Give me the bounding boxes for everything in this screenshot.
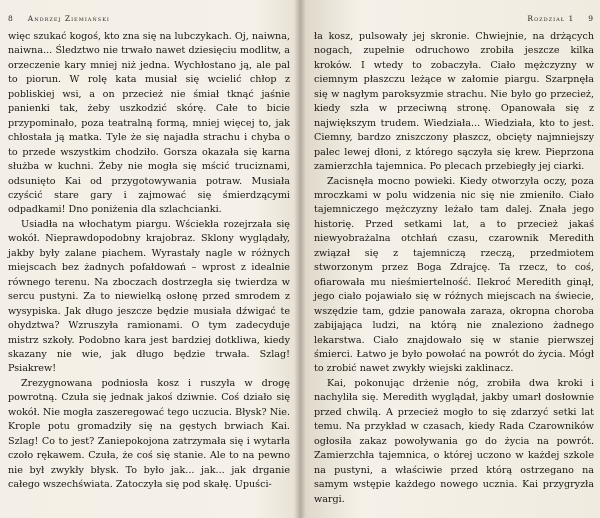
- paragraph: więc szukać kogoś, kto zna się na lubczykach. Oj, naiwna, naiwna... Śledztwo nie trwało nawet dziesięciu modlitw, a orzeczenie kary mniej niż jedna. Wychłostano ją, ale pal to piorun. W rolę kata musiał się wcielić chłop z pobliskiej wsi, a on przecież nie śmiał tknąć jaśnie panienki tak, żeby uszkodzić skórę. Całe to bicie przypominało, poza teatralną formą, mniej więcej to, jak chłostała ją matka. Tyle że się najadła strachu i chyba o to przede wszystkim chodziło. Gorsza okazała się karna służba w kuchni. Żeby nie mogła się mścić truciznami, odsunięto Kai od przygotowywania potraw. Musiała czyścić stare gary i zajmować się śmierdzącymi odpadkami! Dno poniżenia dla szlachcianki.: [8, 31, 290, 216]
- paragraph: ła kosz, pulsowały jej skronie. Chwiejnie, na drżących nogach, zupełnie odruchowo zrobiła jeszcze kilka kroków. I wtedy to zobaczyła. Ciało mężczyzny w ciemnym płaszczu leżące w załomie piargu. Szarpnęła się w nagłym paroksyzmie strachu. Nie było go przecież, kiedy szła w przeciwną stronę. Opanowała się z największym trudem. Wiedziała... Wiedziała, kto to jest. Ciemny, bardzo zniszczony płaszcz, obcięty najmniejszy palec lewej dłoni, z którego sączyła się krew. Pieprzona zamierzchła tajemnica. Po plecach przebiegły jej ciarki.: [314, 31, 594, 173]
- right-page: [300, 0, 600, 518]
- running-head-author: Andrzej Ziemiański: [27, 14, 110, 23]
- paragraph: Zacisnęła mocno powieki. Kiedy otworzyła oczy, poza mroczkami w polu widzenia nic się nie zmieniło. Ciało tajemniczego mężczyzny leżało tam dalej. Znała jego historię. Przed setkami lat, a to przecież jakaś niewyobrażalna otchłań czasu, czarownik Meredith związał się z tajemniczą rzeczą, przedmiotem stworzonym przez Boga Zdrajcę. Ta rzecz, to coś, ofiarowała mu nieśmiertelność. Ilekroć Meredith ginął, jego ciało pojawiało się w różnych miejscach na świecie, wszędzie tam, gdzie panowała zaraza, okropna choroba zabijająca ludzi, na którą nie znaleziono żadnego lekarstwa. Ciało znajdowało się w stanie pierwszej śmierci. Łatwo je było powołać na powrót do życia. Mógł to zrobić nawet zwykły wiejski zaklinacz.: [314, 175, 594, 375]
- paragraph: Kai, pokonując drżenie nóg, zrobiła dwa kroki i nachyliła się. Meredith wyglądał, jakby umarł dosłownie przed chwilą. A przecież mogło to się zdarzyć setki lat temu. Na przykład w czasach, kiedy Rada Czarowników ogłosiła zakaz powoływania go do życia na powrót. Zamierzchła tajemnica, o której uczono w każdej szkole na pustyni, a właściwie przed którą ostrzegano na samym wstępie każdego nowego ucznia. Kai przygryzła wargi.: [314, 377, 594, 505]
- right-page-text: [314, 30, 594, 507]
- running-head-chapter: Rozdział 1: [527, 14, 575, 23]
- page-number-left: 8: [8, 14, 14, 23]
- paragraph: Zrezygnowana podniosła kosz i ruszyła w drogę powrotną. Czuła się jednak jakoś dziwnie. Coś działo się wokół. Nie mogła zaszeregować tego uczucia. Błysk? Nie. Krople potu gromadziły się na gęstych brwiach Kai. Szlag! Co to jest? Zaniepokojona zatrzymała się i wytarła czoło rękawem. Czuła, że coś się stanie. Ale to na pewno nie był zwykły błysk. To było jak... jak... jak drganie całego wszechświata. Zatoczyła się pod skałę. Upuści-: [8, 377, 290, 491]
- paragraph: Usiadła na włochatym piargu. Wściekła rozejrzała się wokół. Nieprawdopodobny krajobraz. Sklony wyglądały, jakby były zalane piachem. Wyrastały nagle w różnych miejscach bez żadnych pofałdowań – wprost z idealnie równego terenu. Na zboczach dostrzegła się twierdza w sercu pustyni. Za to niewielką osłonę przed smrodem z wysypiska. Jak długo jeszcze będzie musiała dźwigać te ohydztwa? Wzruszyła ramionami. O tym zadecyduje mistrz szkoły. Podobno kara jest bardziej dotkliwa, kiedy skazany nie wie, jak długo będzie trwała. Szlag! Psiakrew!: [8, 218, 290, 375]
- left-page-header: [8, 14, 290, 30]
- left-page-text: [8, 30, 290, 493]
- right-page-header: [314, 14, 594, 30]
- page-number-right: 9: [588, 14, 594, 23]
